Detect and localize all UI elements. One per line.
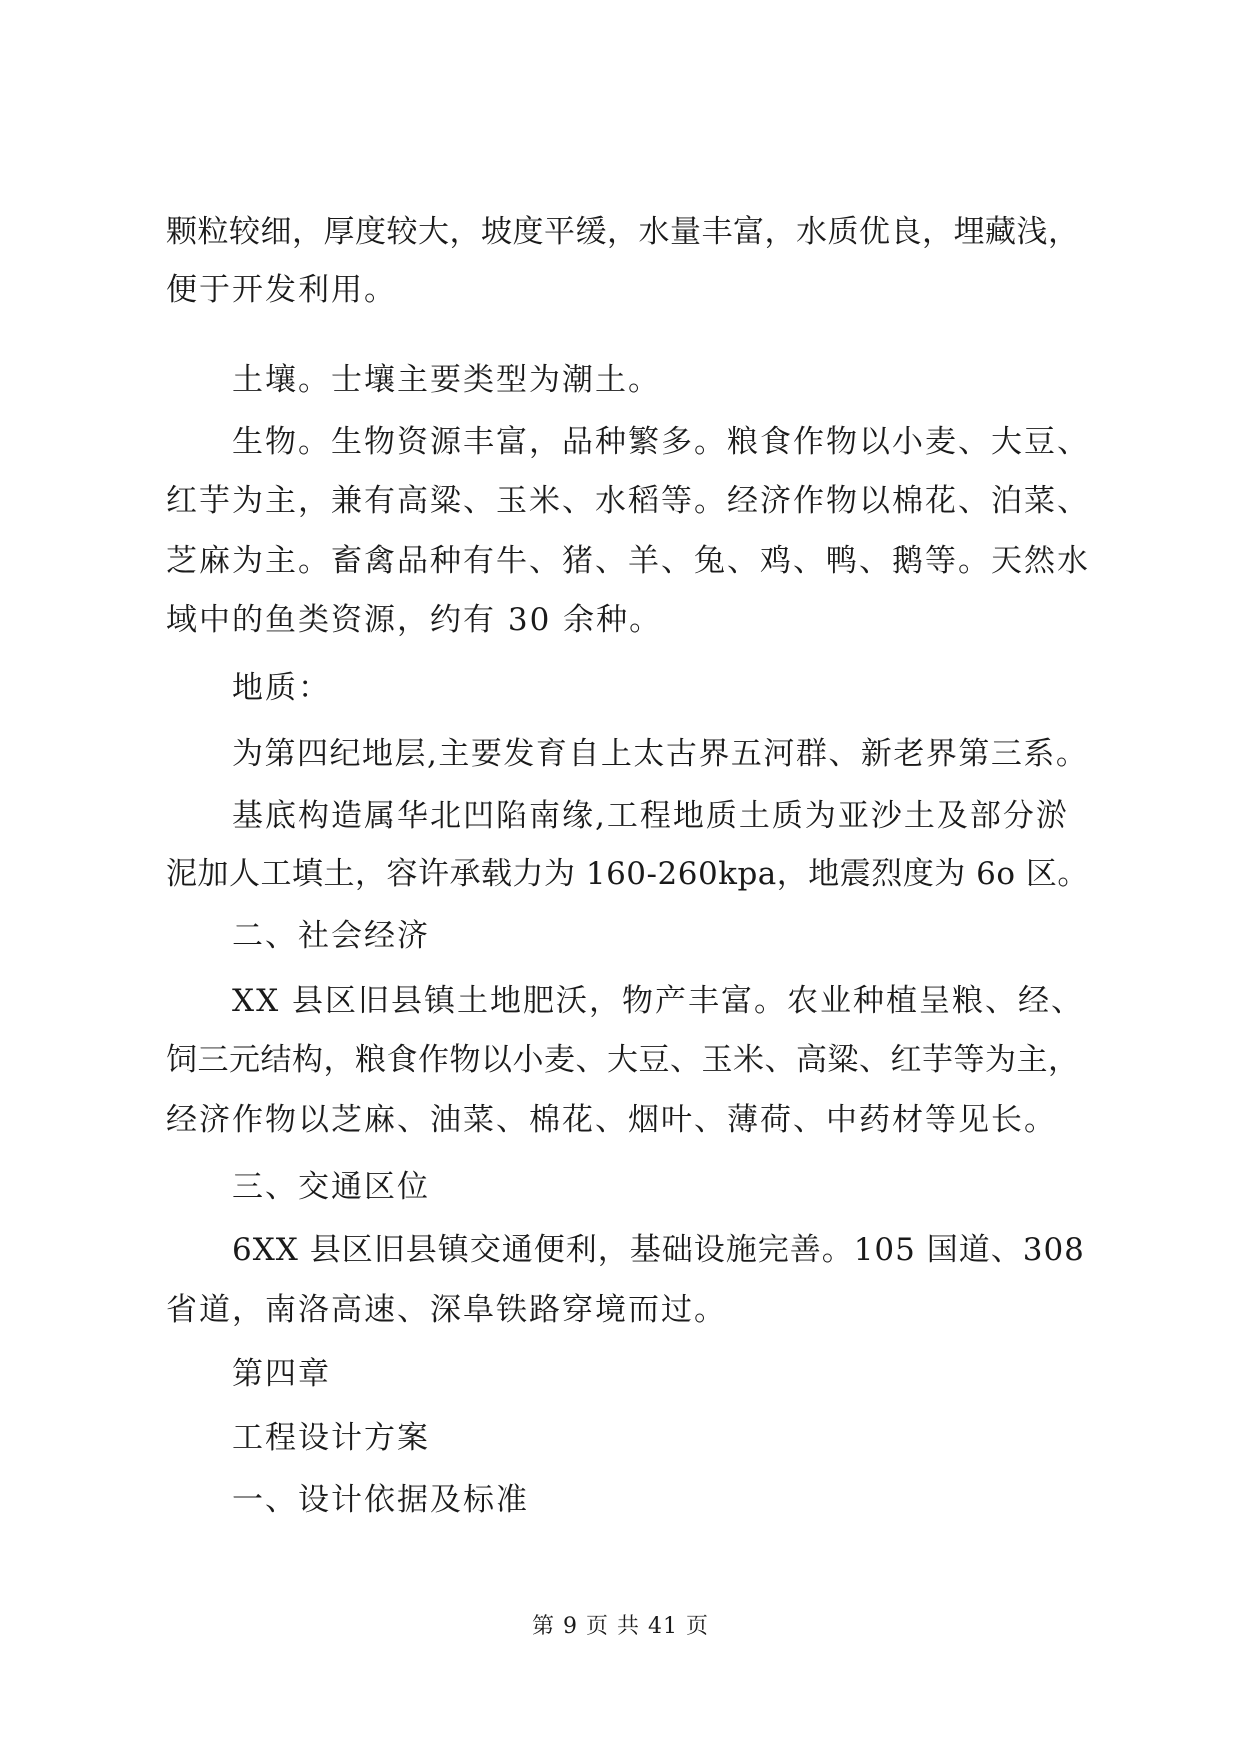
text-line: 基底构造属华北凹陷南缘,工程地质土质为亚沙土及部分淤	[232, 798, 1069, 834]
text-line: 芝麻为主。畜禽品种有牛、猪、羊、兔、鸡、鸭、鹅等。天然水	[166, 543, 1090, 579]
text-line: 土壤。士壤主要类型为潮土。	[232, 362, 661, 398]
text-line: 颗粒较细，厚度较大，坡度平缓，水量丰富，水质优良，埋藏浅，	[166, 214, 1080, 250]
text-line: 地质：	[232, 670, 331, 706]
section-heading: 二、社会经济	[232, 918, 430, 954]
text-line: 红芋为主，兼有高粱、玉米、水稻等。经济作物以棉花、泊菜、	[166, 483, 1090, 519]
chapter-heading: 第四章	[232, 1356, 331, 1392]
text-line: 省道，南洛高速、深阜铁路穿境而过。	[166, 1292, 727, 1328]
section-heading: 三、交通区位	[232, 1169, 430, 1205]
page-footer: 第 9 页 共 41 页	[532, 1614, 709, 1639]
text-line: 经济作物以芝麻、油菜、棉花、烟叶、薄荷、中药材等见长。	[166, 1102, 1057, 1138]
chapter-title: 工程设计方案	[232, 1420, 430, 1456]
section-heading: 一、设计依据及标准	[232, 1482, 529, 1518]
text-line: 域中的鱼类资源，约有 30 余种。	[166, 602, 663, 638]
text-line: 6XX 县区旧县镇交通便利，基础设施完善。105 国道、308	[232, 1232, 1085, 1268]
text-line: 饲三元结构，粮食作物以小麦、大豆、玉米、高粱、红芋等为主，	[166, 1042, 1080, 1078]
text-line: 便于开发利用。	[166, 272, 397, 308]
text-line: XX 县区旧县镇土地肥沃，物产丰富。农业种植呈粮、经、	[232, 983, 1084, 1019]
text-line: 泥加人工填土，容许承载力为 160-260kpa，地震烈度为 6o 区。	[166, 856, 1089, 892]
text-line: 生物。生物资源丰富，品种繁多。粮食作物以小麦、大豆、	[232, 424, 1090, 460]
text-line: 为第四纪地层,主要发育自上太古界五河群、新老界第三系。	[232, 736, 1089, 772]
